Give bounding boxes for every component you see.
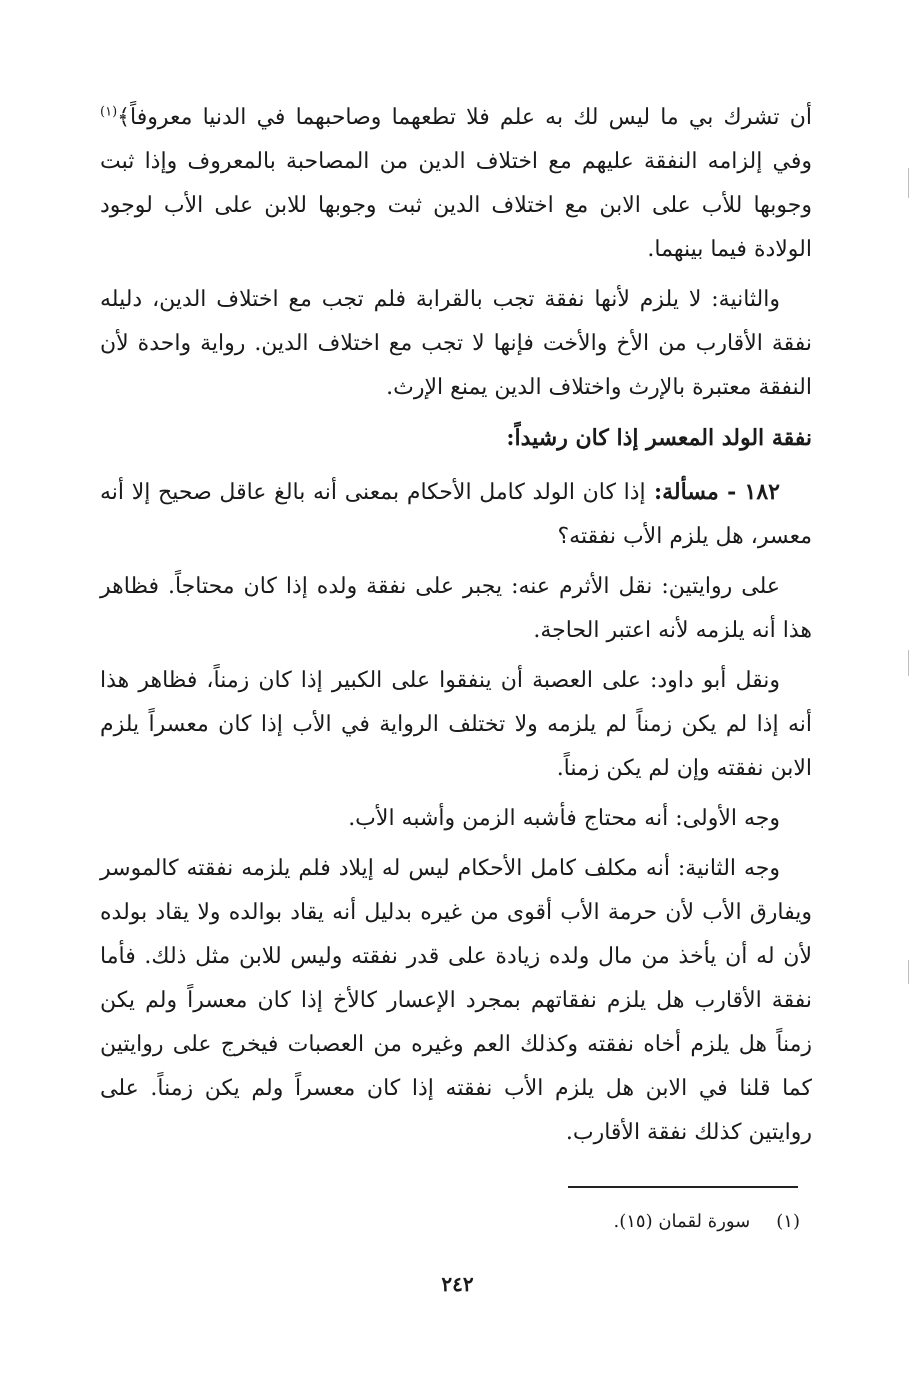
paragraph-text: على روايتين: نقل الأثرم عنه: يجبر على نفقة ولده إذا كان محتاجاً. فظاهر هذا أنه يلزمه لأنه اعتبر الحاجة.	[100, 574, 812, 643]
paragraph-text: وجه الأولى: أنه محتاج فأشبه الزمن وأشبه الأب.	[348, 806, 780, 831]
paragraph	[100, 797, 812, 841]
footnote-divider	[568, 1186, 798, 1188]
issue-number: ١٨٢ -	[718, 479, 780, 505]
paragraph-text: نفقة الولد المعسر إذا كان رشيداً:	[506, 425, 812, 451]
paragraph-text: وفي إلزامه النفقة عليهم مع اختلاف الدين من المصاحبة بالمعروف وإذا ثبت وجوبها للأب على الابن مع اختلاف الدين ثبت وجوبها للابن على الأب لوجود الولادة فيما بينهما.	[100, 149, 812, 262]
paragraph	[100, 96, 812, 272]
paragraph-text: والثانية: لا يلزم لأنها نفقة تجب بالقرابة فلم تجب مع اختلاف الدين، دليله نفقة الأقارب من الأخ والأخت فإنها لا تجب مع اختلاف الدين. رواية واحدة لأن النفقة معتبرة بالإرث واختلاف الدين يمنع الإرث.	[100, 287, 812, 400]
section-heading	[100, 416, 812, 460]
paragraph-text: إذا كان الولد كامل الأحكام بمعنى أنه بالغ عاقل صحيح إلا أنه معسر، هل يلزم الأب نفقته؟	[100, 480, 812, 549]
paragraph-text: أن تشرك بي ما ليس لك به علم فلا تطعهما وصاحبهما في الدنيا معروفاً﴾	[117, 105, 812, 130]
paragraph	[100, 565, 812, 653]
footnote	[614, 1208, 801, 1236]
main-text	[100, 96, 812, 1161]
paragraph	[100, 470, 812, 559]
paragraph	[100, 659, 812, 791]
footnote-reference: (١)	[100, 104, 118, 120]
scan-edge-mark	[908, 650, 909, 676]
footnote-text: سورة لقمان (١٥).	[613, 1211, 751, 1232]
scan-edge-mark	[908, 168, 909, 198]
paragraph-text: وجه الثانية: أنه مكلف كامل الأحكام ليس له إيلاد فلم يلزمه نفقته كالموسر ويفارق الأب لأن حرمة الأب أقوى من غيره بدليل أنه يقاد بوالده ولا يقاد بولده لأن له أن يأخذ من مال ولده زيادة على قدر نفقته وليس للابن مثل ذلك. فأما نفقة الأقارب هل يلزم نفقاتهم بمجرد الإعسار كالأخ إذا كان معسراً ولم يكن زمناً هل يلزم أخاه نفقته وكذلك العم وغيره من العصبات فيخرج على روايتين كما قلنا في الابن هل يلزم الأب نفقته إذا كان معسراً ولم يكن زمناً. على روايتين كذلك نفقة الأقارب.	[100, 856, 812, 1145]
page-number: ٢٤٢	[441, 1272, 474, 1296]
paragraph-text: ونقل أبو داود: على العصبة أن ينفقوا على الكبير إذا كان زمناً، فظاهر هذا أنه إذا لم يكن زمناً لم يلزمه ولا تختلف الرواية في الأب إذا كان معسراً يلزم الابن نفقته وإن لم يكن زمناً.	[100, 668, 812, 781]
paragraph	[100, 847, 812, 1155]
footnote-number: (١)	[776, 1211, 800, 1232]
issue-label: مسألة:	[645, 479, 719, 505]
paragraph	[100, 278, 812, 410]
scan-edge-mark	[908, 960, 909, 984]
